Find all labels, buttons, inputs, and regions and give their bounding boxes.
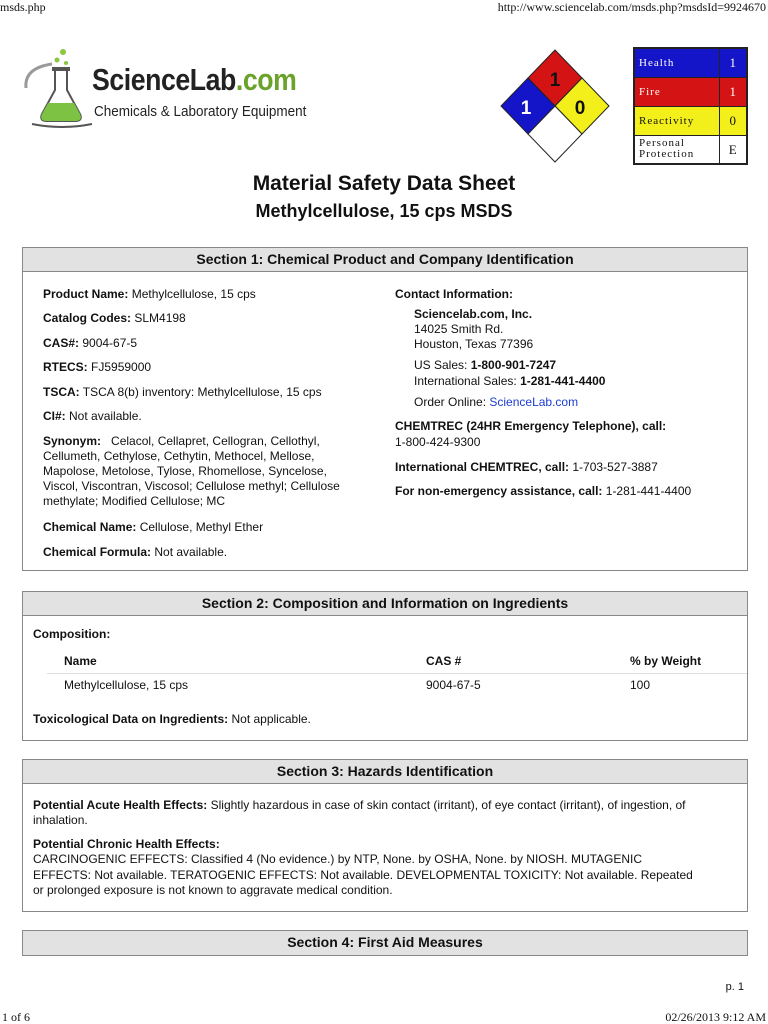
table-cell: 100	[613, 673, 747, 696]
logo-wordmark	[92, 62, 296, 98]
table-row	[47, 673, 747, 696]
hazard-value: 0	[719, 106, 747, 135]
hazard-label: Fire	[634, 77, 719, 106]
field-value: FJ5959000	[91, 360, 152, 374]
catalog-codes	[43, 311, 186, 325]
page-count: 1 of 6	[2, 1010, 30, 1024]
product-name	[43, 287, 256, 301]
field-value: Not applicable.	[231, 712, 311, 726]
field-value: Celacol, Cellapret, Cellogran, Cellothyl,	[111, 434, 320, 448]
logo-lab: Lab	[189, 62, 236, 97]
document-title: Material Safety Data Sheet	[252, 172, 516, 195]
logo-tagline: Chemicals & Laboratory Equipment	[94, 103, 307, 120]
hazard-label: Personal Protection	[634, 135, 719, 164]
intl-chemtrec	[395, 460, 658, 474]
field-value: 9004-67-5	[82, 336, 138, 350]
hazard-value: 1	[719, 48, 747, 77]
order-online-link[interactable]: ScienceLab.com	[489, 395, 579, 409]
chronic-effects-label: Potential Chronic Health Effects:	[33, 837, 220, 851]
non-emergency	[395, 484, 691, 498]
field-value: SLM4198	[134, 311, 186, 325]
hazard-row-reactivity	[634, 106, 747, 135]
field-label: TSCA:	[43, 385, 80, 399]
synonym-line-3: Mapolose, Metolose, Tylose, Rhomellose, Syncelose,	[43, 464, 327, 478]
intl-sales	[414, 374, 605, 388]
section-heading: Section 1: Chemical Product and Company Identification	[23, 248, 747, 272]
chronic-effects-line-3: or prolonged exposure is not known to aggravate medical condition.	[33, 883, 393, 897]
field-label: Order Online:	[414, 395, 487, 409]
field-value: Not available.	[154, 545, 228, 559]
field-value: 1-281-441-4400	[605, 484, 692, 498]
synonym-line-2: Cellumeth, Cethylose, Cethytin, Methocel, Mellose,	[43, 449, 315, 463]
hazard-value: 1	[719, 77, 747, 106]
field-label: Potential Acute Health Effects:	[33, 798, 208, 812]
nfpa-diamond	[500, 48, 610, 164]
field-label: Product Name:	[43, 287, 129, 301]
section-heading: Section 4: First Aid Measures	[23, 931, 747, 955]
chemical-formula	[43, 545, 227, 559]
hazard-row-fire	[634, 77, 747, 106]
field-value: Slightly hazardous in case of skin contact (irritant), of eye contact (irritant), of ingestion, of	[210, 798, 686, 812]
field-label: Catalog Codes:	[43, 311, 132, 325]
hazard-row-health	[634, 48, 747, 77]
column-header: % by Weight	[630, 654, 702, 669]
field-label: For non-emergency assistance, call:	[395, 484, 603, 498]
nfpa-fire-value: 1	[549, 70, 561, 91]
field-label: International Sales:	[414, 374, 517, 388]
document-subtitle: Methylcellulose, 15 cps MSDS	[255, 201, 513, 221]
field-label: International CHEMTREC, call:	[395, 460, 570, 474]
chronic-effects-line-1: CARCINOGENIC EFFECTS: Classified 4 (No evidence.) by NTP, None. by OSHA, None. by NIOSH. MUTAGENIC	[33, 852, 643, 866]
field-label: RTECS:	[43, 360, 88, 374]
synonym-line-5: methylate; Modified Cellulose; MC	[43, 494, 226, 508]
composition-table	[47, 650, 747, 696]
synonym-line-4: Viscol, Viscontran, Viscosol; Cellulose methyl; Cellulose	[43, 479, 340, 493]
section-4	[22, 930, 748, 956]
chemtrec-label: CHEMTREC (24HR Emergency Telephone), call:	[395, 419, 667, 433]
field-label: CI#:	[43, 409, 66, 423]
field-value: 1-800-901-7247	[470, 358, 557, 372]
browser-page-name: msds.php	[0, 0, 46, 14]
field-label: US Sales:	[414, 358, 468, 372]
address-line-1: 14025 Smith Rd.	[414, 322, 504, 336]
field-label: Synonym:	[43, 434, 102, 448]
acute-effects-line-1	[33, 798, 686, 812]
hazard-label: Health	[634, 48, 719, 77]
logo-com: .com	[235, 62, 297, 97]
address-line-2: Houston, Texas 77396	[414, 337, 534, 351]
field-value: 1-281-441-4400	[520, 374, 606, 388]
table-cell: Methylcellulose, 15 cps	[47, 673, 409, 696]
field-label: Chemical Formula:	[43, 545, 152, 559]
logo-science: Science	[92, 62, 190, 97]
section-2	[22, 591, 748, 741]
us-sales	[414, 358, 556, 372]
field-value: 1-703-527-3887	[572, 460, 658, 474]
print-datetime: 02/26/2013 9:12 AM	[665, 1010, 766, 1024]
order-online	[414, 395, 578, 409]
rtecs	[43, 360, 151, 374]
section-heading: Section 2: Composition and Information on Ingredients	[23, 592, 747, 616]
ci-number	[43, 409, 142, 423]
hazard-rating-table	[633, 47, 748, 165]
chronic-effects-line-2: EFFECTS: Not available. TERATOGENIC EFFECTS: Not available. DEVELOPMENTAL TOXICITY: Not available. Repeated	[33, 868, 693, 882]
column-header: CAS #	[426, 654, 462, 669]
synonym-line-1	[43, 434, 320, 448]
hazard-label: Reactivity	[634, 106, 719, 135]
field-value: Methylcellulose, 15 cps	[131, 287, 256, 301]
acute-effects-line-2: inhalation.	[33, 813, 88, 827]
field-label: Toxicological Data on Ingredients:	[33, 712, 229, 726]
browser-url[interactable]: http://www.sciencelab.com/msds.php?msdsId=9924670	[497, 0, 766, 14]
section-1	[22, 247, 748, 571]
section-3	[22, 759, 748, 912]
toxicological-data	[33, 712, 311, 726]
tsca	[43, 385, 322, 399]
hazard-row-protection	[634, 135, 747, 164]
field-label: Chemical Name:	[43, 520, 137, 534]
field-label: CAS#:	[43, 336, 80, 350]
contact-label: Contact Information:	[395, 287, 513, 301]
chemical-name	[43, 520, 263, 534]
page-label: p. 1	[725, 981, 744, 993]
table-cell: 9004-67-5	[409, 673, 613, 696]
nfpa-health-value: 1	[520, 98, 532, 119]
nfpa-reactivity-value: 0	[574, 98, 586, 119]
chemtrec-number: 1-800-424-9300	[395, 435, 481, 449]
column-header: Name	[64, 654, 97, 669]
field-value: Not available.	[69, 409, 142, 423]
cas-number	[43, 336, 137, 350]
composition-label: Composition:	[33, 627, 111, 641]
section-heading: Section 3: Hazards Identification	[23, 760, 747, 784]
company-name: Sciencelab.com, Inc.	[414, 307, 533, 321]
field-value: TSCA 8(b) inventory: Methylcellulose, 15 cps	[82, 385, 322, 399]
table-header-row	[47, 650, 747, 673]
field-value: Cellulose, Methyl Ether	[139, 520, 264, 534]
hazard-value: E	[719, 135, 747, 164]
